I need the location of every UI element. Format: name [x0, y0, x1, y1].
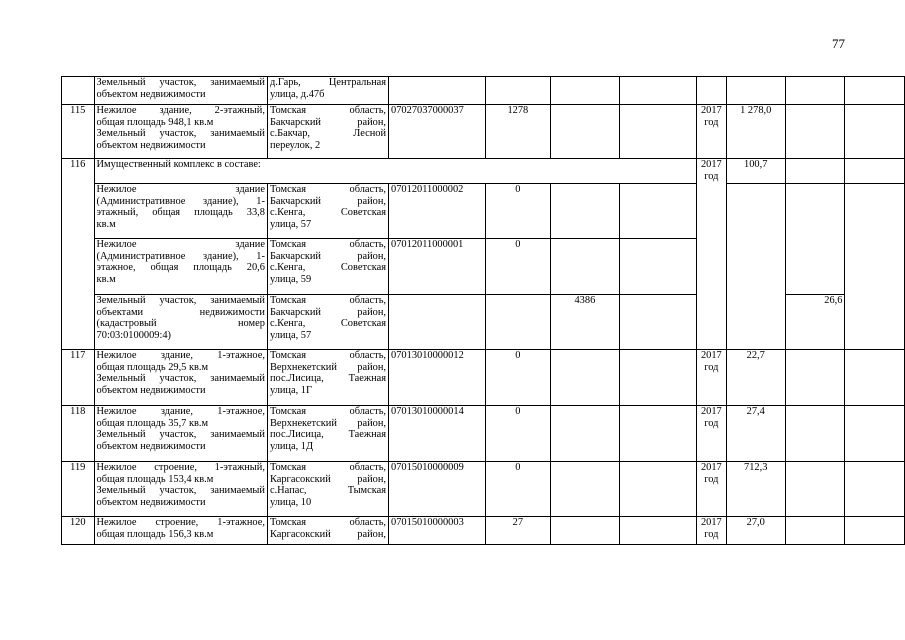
area-cell: 4386 [550, 295, 619, 350]
object-address: Томская область, Каргасокский район, [267, 517, 388, 545]
object-description: Нежилое строение, 1-этажный, общая площадь 153,4 кв.м Земельный участок, занимаемый объектом недвижимости [94, 462, 267, 517]
value-cell: 1278 [485, 105, 550, 159]
object-description: Нежилое здание, 1-этажное, общая площадь 35,7 кв.м Земельный участок, занимаемый объектом недвижимости [94, 406, 267, 462]
object-description: Земельный участок, занимаемый объектами недвижимости (кадастровый номер 70:03:0100009:4) [94, 295, 267, 350]
table-row [62, 105, 905, 159]
object-address: Томская область, Бакчарский район, с.Кенга, Советская улица, 59 [267, 239, 388, 295]
property-registry-table [61, 76, 905, 545]
amount-cell: 22,7 [726, 350, 785, 406]
object-address: Томская область, Верхнекетский район, пос.Лисица, Таежная улица, 1Д [267, 406, 388, 462]
table-row [62, 517, 905, 545]
value-cell: 0 [485, 462, 550, 517]
value-cell: 0 [485, 239, 550, 295]
year-cell: 2017 год [697, 462, 727, 517]
table-row [62, 406, 905, 462]
value-cell: 0 [485, 350, 550, 406]
amount-cell: 27,4 [726, 406, 785, 462]
object-description: Нежилое здание (Административное здание), 1- этажный, общая площадь 33,8 кв.м [94, 184, 267, 239]
amount-cell: 100,7 [726, 159, 785, 184]
registry-code: 07027037000037 [389, 105, 486, 159]
year-cell: 2017 год [697, 350, 727, 406]
amount-cell: 1 278,0 [726, 105, 785, 159]
row-number: 115 [62, 105, 95, 159]
page-number: 77 [832, 36, 845, 51]
registry-code: 07013010000014 [389, 406, 486, 462]
row-number: 118 [62, 406, 95, 462]
year-cell: 2017 год [697, 105, 727, 159]
table-row [62, 77, 905, 105]
row-number: 120 [62, 517, 95, 545]
amount-cell: 27,0 [726, 517, 785, 545]
table-row [62, 159, 905, 184]
year-cell: 2017 год [697, 517, 727, 545]
registry-code: 07012011000002 [389, 184, 486, 239]
registry-code: 07012011000001 [389, 239, 486, 295]
registry-code: 07015010000003 [389, 517, 486, 545]
extra-value-cell: 26,6 [785, 295, 845, 350]
object-address: Томская область, Верхнекетский район, пос.Лисица, Таежная улица, 1Г [267, 350, 388, 406]
amount-cell: 712,3 [726, 462, 785, 517]
value-cell: 27 [485, 517, 550, 545]
registry-code: 07013010000012 [389, 350, 486, 406]
object-address: Томская область, Бакчарский район, с.Кенга, Советская улица, 57 [267, 295, 388, 350]
object-address: Томская область, Каргасокский район, с.Напас, Тымская улица, 10 [267, 462, 388, 517]
registry-code: 07015010000009 [389, 462, 486, 517]
object-description: Нежилое здание, 2-этажный, общая площадь 948,1 кв.м Земельный участок, занимаемый объектом недвижимости [94, 105, 267, 159]
row-number: 119 [62, 462, 95, 517]
table-row [62, 350, 905, 406]
object-address: д.Гарь, Центральная улица, д.47б [267, 77, 388, 105]
table-row [62, 184, 905, 239]
row-number [62, 77, 95, 105]
object-description: Земельный участок, занимаемый объектом недвижимости [94, 77, 267, 105]
object-description: Нежилое здание (Административное здание), 1- этажное, общая площадь 20,6 кв.м [94, 239, 267, 295]
object-description: Нежилое строение, 1-этажное, общая площадь 156,3 кв.м [94, 517, 267, 545]
complex-header: Имущественный комплекс в составе: [94, 159, 697, 184]
object-address: Томская область, Бакчарский район, с.Бакчар, Лесной переулок, 2 [267, 105, 388, 159]
year-cell: 2017 год [697, 406, 727, 462]
value-cell: 0 [485, 184, 550, 239]
object-description: Нежилое здание, 1-этажное, общая площадь 29,5 кв.м Земельный участок, занимаемый объектом недвижимости [94, 350, 267, 406]
year-cell: 2017 год [697, 159, 727, 350]
object-address: Томская область, Бакчарский район, с.Кенга, Советская улица, 57 [267, 184, 388, 239]
table-row [62, 462, 905, 517]
value-cell: 0 [485, 406, 550, 462]
row-number: 117 [62, 350, 95, 406]
row-number: 116 [62, 159, 95, 350]
